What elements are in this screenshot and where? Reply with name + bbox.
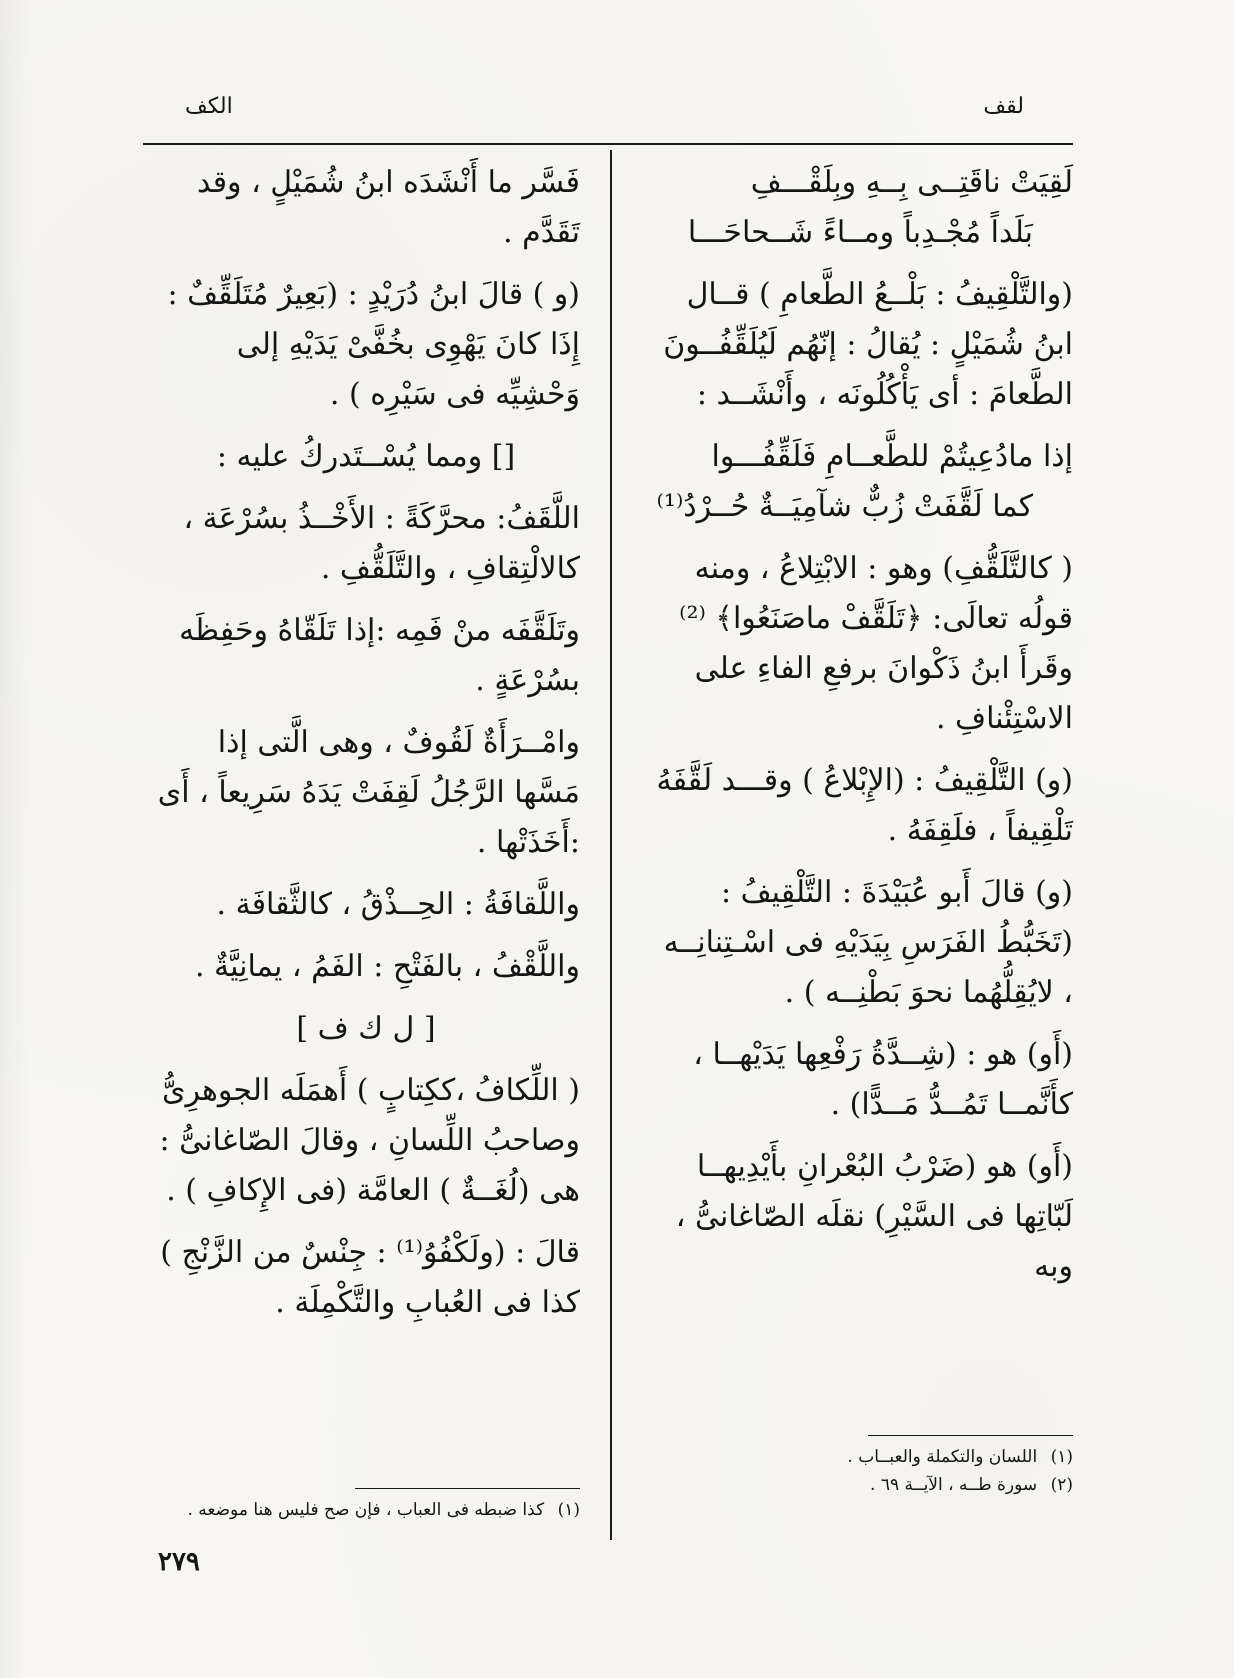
column-divider [610,150,612,1540]
paragraph: وتَلَقَّفَه منْ فَمِه :إذا تَلَقّاهُ وحَفِظَه بسُرْعَةٍ . [179,613,580,698]
paragraph: قالَ : (ولَكْفُوُ⁽¹⁾ : جِنْسٌ من الزَّنْجِ ) كذا فى العُبابِ والتَّكْمِلَة . [160,1235,580,1320]
page-shadow [0,0,30,1678]
footnote [700,1471,1073,1499]
paragraph: واللَّقافَةُ : الحِــذْقُ ، كالثَّقافَة . [216,887,580,922]
footnote-rule [868,1435,1073,1436]
paragraph: [] ومما يُسْــتَدركُ عليه : [216,439,516,474]
verse-line: لَقِيَتْ ناقَتِــى بِــهِ وبِلَقْـــفِ [750,165,1073,200]
footnote [152,1496,580,1524]
page-number: ٢٧٩ [158,1547,200,1577]
footnote-number: (١) [557,1500,580,1520]
header-rule [143,143,1073,145]
paragraph: ( اللِّكافُ ،ككِتابٍ ) أَهمَلَه الجوهرِىُّ وصاحبُ اللِّسانِ ، وقالَ الصّاغانىُّ : هى (لُغَــةٌ ) العامَّة (فى الإِكافِ ) . [159,1073,580,1208]
paragraph: واللَّقْفُ ، بالفَتْحِ : الفَمُ ، يمانِيَّةٌ . [194,949,580,984]
footnote-number: (١) [1050,1447,1073,1467]
paragraph: (أَو) هو (ضَرْبُ البُعْرانِ بأَيْدِيهــا لَبّاتِها فى السَّيْرِ) نقلَه الصّاغانىُّ ، وبه [675,1149,1073,1284]
footnote-rule [355,1488,580,1489]
verse-line: إذا مادُعِيتُمْ للطَّعــامِ فَلَقِّفُـــوا [711,439,1073,474]
paragraph: (أَو) هو : (شِــدَّةُ رَفْعِها يَدَيْهــا ، كأَنَّمــا تَمُــدُّ مَــدًّا) . [693,1037,1073,1122]
paragraph: (و) التَّلْقِيفُ : (الإِبْلاعُ ) وقـــد لَقَّفَهُ تَلْقِيفاً ، فلَقِفَهُ . [656,763,1073,848]
verse-line: كما لَقَّفَتْ زُبٌّ شآمِيَــةٌ حُــرْدُ⁽¹⁾ [656,489,1033,524]
footnote-text: كذا ضبطه فى العباب ، فإن صح فليس هنا موضعه . [187,1500,545,1520]
paragraph: (و ) قالَ ابنُ دُرَيْدٍ : (بَعِيرٌ مُتَلَقِّفٌ : إِذَا كانَ يَهْوِى بخُفَّىْ يَدَيْهِ إلى وَحْشِيِّه فى سَيْرِه ) . [167,277,580,412]
verse-block-2 [648,432,1073,532]
footnotes-right [700,1443,1073,1499]
verse-block-1 [648,158,1073,258]
footnote-text: سورة طــه ، الآيــة ٦٩ . [870,1475,1038,1495]
footnote-text: اللسان والتكملة والعبــاب . [847,1447,1038,1467]
paragraph: فَسَّر ما أَنْشَدَه ابنُ شُمَيْلٍ ، وقد تَقَدَّم . [196,165,580,250]
footnote [700,1443,1073,1471]
footnote-number: (٢) [1050,1475,1073,1495]
footnotes-left [152,1496,580,1524]
paragraph: (والتَّلْقِيفُ : بَلْــعُ الطَّعامِ ) قــال ابنُ شُمَيْلٍ : يُقالُ : إنّهُم لَيُلَقِّفُــونَ الطَّعامَ : أى يَأْكُلُونَه ، وأَنْشَــد : [663,277,1073,412]
paragraph: اللَّقَفُ: محرَّكَةً : الأَخْــذُ بسُرْعَة ، كالالْتِقافِ ، والتَّلَقُّفِ . [183,501,580,586]
running-header-right: لقف [983,94,1024,119]
paragraph: وامْــرَأَةٌ لَقُوفٌ ، وهى الَّتى إذا مَسَّها الرَّجُلُ لَقِفَتْ يَدَهُ سَرِيعاً ، أَى :أَخَذَتْها . [157,725,580,860]
running-header-left: الكف [185,94,233,119]
paragraph: (و) قالَ أَبو عُبَيْدَةَ : التَّلْقِيفُ : (تَخَبُّطُ الفَرَسِ بِيَدَيْهِ فى اسْـتِنانِــه ، لايُقِلُّهُما نحوَ بَطْنِــه ) . [663,875,1073,1010]
verse-line: بَلَداً مُجْـدِباً ومــاءً شَــحاحَـــا [687,215,1033,250]
section-heading: [ ل ك ف ] [296,1011,436,1046]
left-column [152,158,580,1340]
right-column [648,158,1073,1304]
paragraph: ( كالتَّلَقُّفِ) وهو : الابْتِلاعُ ، ومنه قولُه تعالَى: ﴿تَلَقَّفْ ماصَنَعُوا﴾ ⁽²⁾ وقَرأَ ابنُ ذَكْوانَ برفعِ الفاءِ على الاسْتِئْنافِ . [679,551,1073,736]
